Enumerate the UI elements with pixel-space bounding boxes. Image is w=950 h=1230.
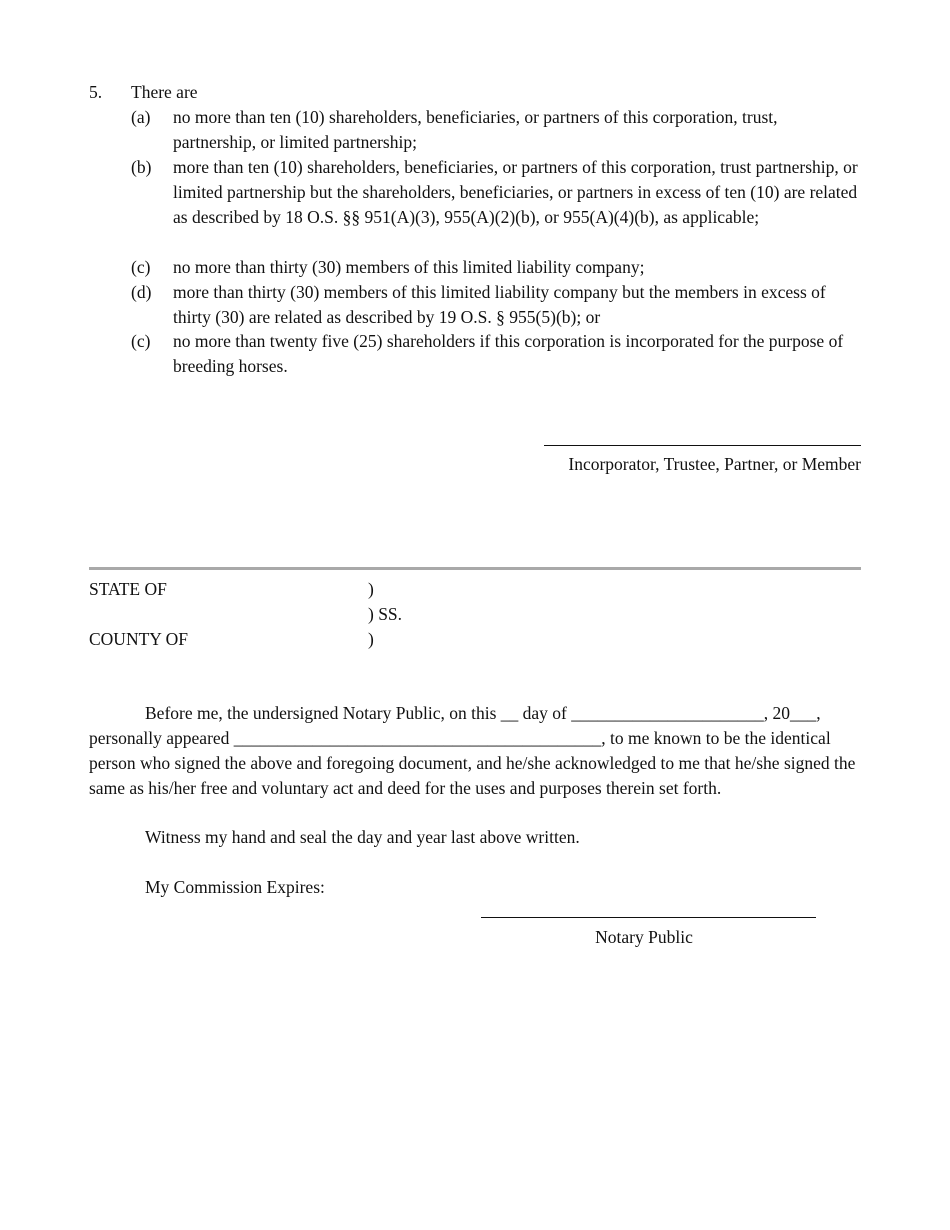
county-of-label: COUNTY OF	[89, 629, 189, 649]
list-item-text: more than thirty (30) members of this limited liability company but the members in excess of thirty (30) are related as described by 19 O.S. § 955(5)(b); or	[173, 282, 826, 327]
list-item-text: no more than ten (10) shareholders, beneficiaries, or partners of this corporation, trust, partnership, or limited partnership;	[173, 107, 778, 152]
signature-label-notary: Notary Public	[595, 927, 693, 947]
list-item-text: more than ten (10) shareholders, beneficiaries, or partners of this corporation, trust partnership, or limited partnership but the shareholders, beneficiaries, or partners in excess of ten (10) are related as described by 18 O.S. §§ 951(A)(3), 955(A)(2)(b), or 955(A)(4)(b), as applicable;	[173, 157, 858, 227]
section-divider	[89, 567, 861, 570]
venue-bracket-top: )	[368, 579, 374, 599]
section-number: 5.	[89, 82, 103, 102]
state-of-label: STATE OF	[89, 579, 167, 599]
signature-line-incorporator[interactable]	[544, 445, 861, 446]
list-item-label: (c)	[131, 257, 151, 277]
list-item-label: (a)	[131, 107, 151, 127]
list-item-text: no more than thirty (30) members of this limited liability company;	[173, 257, 645, 277]
list-item-text: no more than twenty five (25) shareholders if this corporation is incorporated for the purpose of breeding horses.	[173, 331, 844, 376]
signature-label-incorporator: Incorporator, Trustee, Partner, or Member	[568, 454, 861, 474]
list-item-label: (c)	[131, 331, 151, 351]
commission-expires-label: My Commission Expires:	[145, 877, 325, 897]
section-heading: There are	[131, 82, 198, 102]
notary-acknowledgment-paragraph: Before me, the undersigned Notary Public, on this __ day of ______________________, 20___, personally appeared __________________________________________, to me known to be the identical person who signed the above and foregoing document, and he/she acknowledged to me that he/she signed the same as his/her free and voluntary act and deed for the uses and purposes therein set forth.	[89, 703, 856, 798]
list-item-label: (b)	[131, 157, 152, 177]
witness-statement: Witness my hand and seal the day and year last above written.	[145, 827, 580, 847]
venue-bracket-bottom: )	[368, 629, 374, 649]
venue-bracket-ss: ) SS.	[368, 604, 403, 624]
list-item-label: (d)	[131, 282, 152, 302]
signature-line-notary[interactable]	[481, 917, 816, 918]
